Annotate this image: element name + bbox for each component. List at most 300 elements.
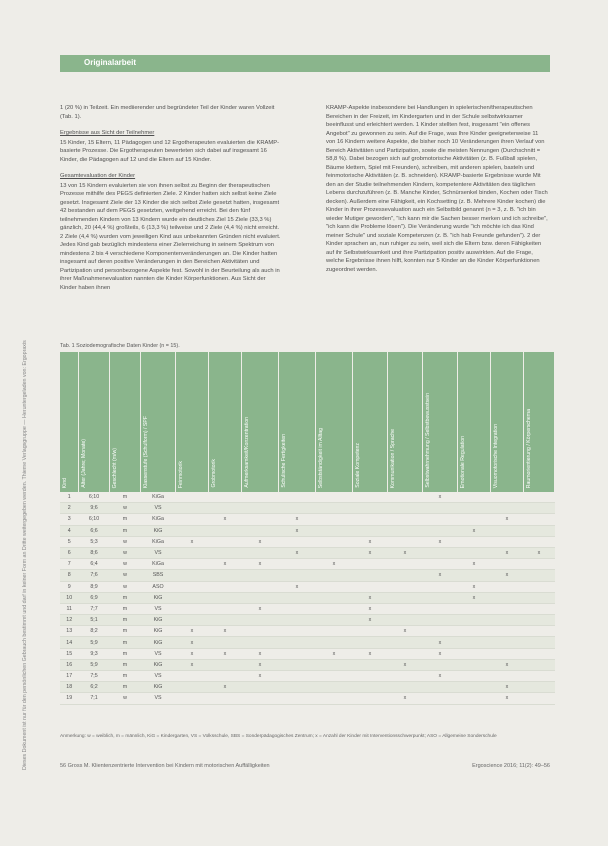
table-cell (176, 547, 209, 558)
table-cell (279, 592, 316, 603)
table-cell (316, 626, 353, 637)
table-cell (316, 536, 353, 547)
table-cell: 8;6 (79, 547, 110, 558)
table-cell (242, 547, 279, 558)
table-cell: VS (141, 693, 176, 704)
table-cell (316, 682, 353, 693)
table-cell: x (491, 570, 524, 581)
table-cell (524, 615, 555, 626)
table-cell (353, 525, 388, 536)
table-cell (458, 603, 491, 614)
table-cell: VS (141, 503, 176, 514)
table-cell (423, 693, 458, 704)
table-cell (279, 626, 316, 637)
table-cell: 9 (60, 581, 79, 592)
table-cell (423, 682, 458, 693)
table-cell (242, 682, 279, 693)
table-header-cell: Visuomotorische Integration (491, 352, 524, 492)
table-cell (388, 603, 423, 614)
table-header-cell: Soziale Kompetenz (353, 352, 388, 492)
table-cell (353, 637, 388, 648)
table-cell: x (242, 671, 279, 682)
table-cell (316, 503, 353, 514)
table-cell: x (458, 581, 491, 592)
table-cell: 9;3 (79, 648, 110, 659)
table-cell (353, 514, 388, 525)
table-cell (316, 603, 353, 614)
table-cell (524, 570, 555, 581)
table-cell: 11 (60, 603, 79, 614)
table-cell: KiGa (141, 536, 176, 547)
table-cell: m (110, 637, 141, 648)
table-cell (316, 693, 353, 704)
table-cell (209, 492, 242, 503)
table-cell: x (176, 626, 209, 637)
table-cell: 6 (60, 547, 79, 558)
table-cell: m (110, 659, 141, 670)
table-cell: 17 (60, 671, 79, 682)
table-cell (458, 536, 491, 547)
table-cell (458, 648, 491, 659)
table-cell (316, 659, 353, 670)
table-cell (524, 659, 555, 670)
table-cell (423, 615, 458, 626)
table-row (60, 536, 555, 547)
table-cell (423, 581, 458, 592)
table-cell: KiG (141, 637, 176, 648)
table-cell (423, 603, 458, 614)
table-cell (242, 637, 279, 648)
table-header-cell: Schulische Fertigkeiten (279, 352, 316, 492)
table-cell (458, 637, 491, 648)
table-cell: KiG (141, 525, 176, 536)
table-cell: x (524, 547, 555, 558)
table-cell (388, 648, 423, 659)
table-row (60, 559, 555, 570)
table-footnote: Anmerkung: w = weiblich, m = männlich, KiG = Kindergarten, VS = Volksschule, SBS = Sonderpädagogisches Zentrum; x = Anzahl der Kinder mit Interventionsschwerpunkt; ASO = Allgemeine Sonderschule (60, 734, 497, 739)
table-cell (388, 559, 423, 570)
table-cell (524, 581, 555, 592)
table-header-cell: Kommunikation / Sprache (388, 352, 423, 492)
table-header-cell: Feinmotorik (176, 352, 209, 492)
table-cell (209, 671, 242, 682)
footer-citation: 56 Gross M. Klientenzentrierte Intervention bei Kindern mit motorischen Auffälligkeiten (60, 763, 270, 769)
table-cell (209, 615, 242, 626)
table-cell: VS (141, 671, 176, 682)
table-cell (353, 693, 388, 704)
table-cell (279, 570, 316, 581)
table-cell (279, 693, 316, 704)
table-cell (176, 592, 209, 603)
table-cell (388, 615, 423, 626)
table-cell: 5;9 (79, 659, 110, 670)
table-cell: m (110, 671, 141, 682)
table-cell (353, 671, 388, 682)
table-cell (388, 503, 423, 514)
table-cell: x (316, 648, 353, 659)
table-row (60, 648, 555, 659)
table-cell (524, 603, 555, 614)
subheading: Ergebnisse aus Sicht der Teilnehmer (60, 130, 155, 136)
table-cell (316, 492, 353, 503)
table-cell (209, 547, 242, 558)
table-cell: 7;5 (79, 671, 110, 682)
table-cell (423, 514, 458, 525)
table-cell (353, 570, 388, 581)
table-cell: 5;9 (79, 637, 110, 648)
table-cell: x (176, 536, 209, 547)
table-cell (524, 671, 555, 682)
table-cell: x (458, 559, 491, 570)
table-cell: 12 (60, 615, 79, 626)
table-header-cell: Alter (Jahre; Monate) (79, 352, 110, 492)
table-cell (423, 592, 458, 603)
table-cell (209, 581, 242, 592)
table-cell (209, 592, 242, 603)
table-cell: 6;10 (79, 492, 110, 503)
table-cell: x (423, 492, 458, 503)
table-cell (491, 492, 524, 503)
table-cell (524, 492, 555, 503)
table-cell: 3 (60, 514, 79, 525)
table-cell: KiGa (141, 559, 176, 570)
table-cell (316, 570, 353, 581)
table-row (60, 570, 555, 581)
table-cell: 19 (60, 693, 79, 704)
table-cell (353, 682, 388, 693)
table-cell: x (209, 626, 242, 637)
table-cell (176, 682, 209, 693)
table-cell (491, 592, 524, 603)
table-header-cell: Emotionale Regulation (458, 352, 491, 492)
table-cell: x (353, 615, 388, 626)
table-cell (316, 671, 353, 682)
table-cell: x (458, 525, 491, 536)
table-cell (176, 693, 209, 704)
table-cell (279, 615, 316, 626)
table-cell (176, 503, 209, 514)
table-cell: x (242, 559, 279, 570)
table-cell: x (491, 514, 524, 525)
table-cell (388, 682, 423, 693)
table-cell (458, 547, 491, 558)
table-cell (388, 536, 423, 547)
table-cell (458, 682, 491, 693)
table-header-row (60, 352, 555, 492)
table-cell (279, 603, 316, 614)
table-cell: KiG (141, 659, 176, 670)
table-cell (316, 581, 353, 592)
table-cell: KiG (141, 615, 176, 626)
paragraph: Ergebnisse aus Sicht der Teilnehmer 15 Kinder, 15 Eltern, 11 Pädagogen und 12 Ergotherapeuten evaluierten die KRAMP-basierte Prozesse. Die Ergotherapeuten bewerteten sich dabei auf insgesamt 16 Kinder, die Pädagogen auf 12 und die Eltern auf 15 Kinder. (60, 129, 282, 164)
table-cell: x (491, 547, 524, 558)
table-cell: 6;9 (79, 592, 110, 603)
table-cell: VS (141, 547, 176, 558)
table-row (60, 525, 555, 536)
paragraph: Gesamtevaluation der Kinder 13 von 15 Kindern evaluierten sie von ihnen selbst zu Beginn der therapeutischen Prozesse mithilfe des PEGS definierten Ziele. 2 Kinder hatten sich selbst keine Ziele gesetzt. Insgesamt Ziele der 13 Kinder die sich selbst Ziele gesetzt hatten, insgesamt 42 bestanden auf dem PEGS gesetzten, weitgehend erreicht. Bei den fünf teilnehmenden Kindern von 13 Kindern wurde ein deutliches Ziel 15 Ziele (33,3 %) gänzlich, 20 (44,4 %) großteils, 6 (13,3 %) teilweise und 2 Ziele (4,4 %) nicht erreicht. 2 Ziele (4,4 %) wurden vom jeweiligen Kind aus unbekannten Gründen nicht evaluiert. Jedes Kind gab bezüglich mindestens einer Zielerreichung in seinem Spektrum von mindestens 2 bis 4 verschiedene Komponentenveränderungen an. Die Kinder hatten insgesamt auf deren positive Veränderungen in den Bereichen Aktivitäten und Partizipation und personbezogene Aspekte fest. Sowohl in der Beurteilung als auch in ihrer Maßnahmenevaluation nannten die Kinder Körperfunktionen. Aus Sicht der Kinder haben ihnen (60, 173, 281, 291)
table-cell: x (423, 648, 458, 659)
table-cell: x (279, 581, 316, 592)
table-cell: 5;1 (79, 615, 110, 626)
table-cell (491, 637, 524, 648)
table-cell: x (242, 648, 279, 659)
table-cell (491, 525, 524, 536)
table-cell: 7;1 (79, 693, 110, 704)
table-cell: ASO (141, 581, 176, 592)
table-cell (491, 626, 524, 637)
table-cell (316, 592, 353, 603)
table-cell: x (458, 592, 491, 603)
table-cell: 7;6 (79, 570, 110, 581)
table-cell (176, 671, 209, 682)
table-cell (279, 682, 316, 693)
table-cell: x (242, 536, 279, 547)
table-cell (423, 626, 458, 637)
table-cell (524, 626, 555, 637)
table-cell: 14 (60, 637, 79, 648)
table-cell (316, 514, 353, 525)
table-cell (209, 503, 242, 514)
table-cell: x (491, 659, 524, 670)
table-cell: x (242, 659, 279, 670)
table-cell (353, 659, 388, 670)
table-cell: 18 (60, 682, 79, 693)
table-cell: 4 (60, 525, 79, 536)
table-cell: x (176, 637, 209, 648)
table-cell: 5 (60, 536, 79, 547)
table-cell (279, 659, 316, 670)
table-cell (242, 503, 279, 514)
table-cell: 6;2 (79, 682, 110, 693)
table-header-cell: Selbstwahrnehmung / Selbstbewusstsein (423, 352, 458, 492)
table-cell: x (353, 592, 388, 603)
table-cell (209, 536, 242, 547)
table-cell (458, 671, 491, 682)
table-cell (458, 659, 491, 670)
table-cell: x (209, 682, 242, 693)
section-header-bar (60, 55, 550, 72)
table-cell (491, 503, 524, 514)
table-row (60, 547, 555, 558)
table-row (60, 492, 555, 503)
table-cell (388, 514, 423, 525)
table-cell: 6;10 (79, 514, 110, 525)
table-cell: x (423, 671, 458, 682)
table-cell (242, 525, 279, 536)
table-cell (279, 559, 316, 570)
table-cell (242, 615, 279, 626)
table-cell: VS (141, 648, 176, 659)
table-cell (316, 525, 353, 536)
table-cell (353, 581, 388, 592)
table-cell: x (353, 536, 388, 547)
table-cell (423, 525, 458, 536)
table-cell: x (491, 693, 524, 704)
table-cell: 6;6 (79, 525, 110, 536)
table-cell (458, 570, 491, 581)
table-row (60, 503, 555, 514)
paragraph: 1 (20 %) in Teilzeit. Ein mediierender und begründeter Teil der Kinder waren Vollzeit (Tab. 1). (60, 105, 275, 120)
table-row (60, 592, 555, 603)
table-cell: x (242, 603, 279, 614)
table-cell (491, 671, 524, 682)
table-header-cell: Selbstständigkeit im Alltag (316, 352, 353, 492)
table-cell: x (209, 648, 242, 659)
table-cell (176, 559, 209, 570)
table-row (60, 693, 555, 704)
table-cell (176, 603, 209, 614)
table-cell (423, 503, 458, 514)
table-cell: x (316, 559, 353, 570)
table-cell (524, 693, 555, 704)
table-cell: x (388, 626, 423, 637)
table-cell (209, 525, 242, 536)
table-cell: m (110, 615, 141, 626)
side-margin-text: Dieses Dokument ist nur für den persönlichen Gebrauch bestimmt und darf in keiner Form an Dritte weitergegeben werden. Thieme Verlagsgruppe — Heruntergeladen von: Ergopraxis (22, 340, 28, 770)
table-cell: 8;2 (79, 626, 110, 637)
table-cell (388, 492, 423, 503)
table-row (60, 671, 555, 682)
table-cell: x (388, 693, 423, 704)
table-cell: 9;6 (79, 503, 110, 514)
table-cell: KiGa (141, 492, 176, 503)
table-caption: Tab. 1 Soziodemografische Daten Kinder (n = 15). (60, 343, 180, 349)
table-cell: x (209, 559, 242, 570)
table-cell (176, 514, 209, 525)
table-cell (524, 525, 555, 536)
table-cell: x (388, 547, 423, 558)
table-header-cell: Aufmerksamkeit/Konzentration (242, 352, 279, 492)
table-cell (316, 615, 353, 626)
side-margin-note (22, 80, 32, 770)
table-cell (491, 603, 524, 614)
table-cell: 8 (60, 570, 79, 581)
table-cell (491, 536, 524, 547)
table-cell (242, 581, 279, 592)
table-cell (209, 693, 242, 704)
table-cell: KiG (141, 626, 176, 637)
table-row (60, 581, 555, 592)
table-cell: KiGa (141, 514, 176, 525)
table-cell (388, 637, 423, 648)
table-cell (491, 581, 524, 592)
table-cell: x (423, 570, 458, 581)
table-cell (524, 682, 555, 693)
table-cell (242, 570, 279, 581)
table-cell (423, 559, 458, 570)
table-cell (491, 615, 524, 626)
table-cell (388, 581, 423, 592)
table-cell (316, 637, 353, 648)
table-cell: x (423, 637, 458, 648)
table-cell: w (110, 536, 141, 547)
table-cell (242, 693, 279, 704)
table-cell: 10 (60, 592, 79, 603)
table-cell (353, 503, 388, 514)
table-cell: m (110, 514, 141, 525)
subheading: Gesamtevaluation der Kinder (60, 173, 136, 179)
table-cell (279, 637, 316, 648)
table-cell (316, 547, 353, 558)
table-cell (353, 559, 388, 570)
table-row (60, 626, 555, 637)
table-cell: w (110, 570, 141, 581)
table-cell: m (110, 603, 141, 614)
table-row (60, 603, 555, 614)
table-cell: x (209, 514, 242, 525)
table-cell (458, 615, 491, 626)
table-cell: w (110, 693, 141, 704)
table-cell (491, 648, 524, 659)
table-cell: m (110, 682, 141, 693)
table-cell: m (110, 648, 141, 659)
table-cell (388, 525, 423, 536)
table-cell (209, 659, 242, 670)
table-cell (242, 592, 279, 603)
table-cell: 7 (60, 559, 79, 570)
table-cell: KiG (141, 682, 176, 693)
table-cell (279, 492, 316, 503)
table-cell: m (110, 626, 141, 637)
table-cell: SBS (141, 570, 176, 581)
table-cell (209, 603, 242, 614)
table-cell: x (176, 648, 209, 659)
table-cell: 16 (60, 659, 79, 670)
table-cell (524, 559, 555, 570)
sociodemographic-table (60, 352, 555, 705)
table-header-cell: Geschlecht (m/w) (110, 352, 141, 492)
table-cell: 1 (60, 492, 79, 503)
table-cell: 13 (60, 626, 79, 637)
table-cell: m (110, 525, 141, 536)
table-cell (279, 648, 316, 659)
table-cell (242, 492, 279, 503)
table-header-cell: Raumorientierung / Körperschema (524, 352, 555, 492)
table-cell (279, 503, 316, 514)
table-cell: w (110, 503, 141, 514)
table-cell: VS (141, 603, 176, 614)
table-cell (242, 514, 279, 525)
table-cell (176, 615, 209, 626)
table-cell (388, 671, 423, 682)
table-cell (524, 592, 555, 603)
table-cell (524, 648, 555, 659)
table-cell (176, 570, 209, 581)
table-cell: m (110, 492, 141, 503)
table-header-cell: Grobmotorik (209, 352, 242, 492)
table-cell (209, 637, 242, 648)
table-cell (388, 570, 423, 581)
page-footer (60, 763, 550, 769)
table-cell: x (279, 547, 316, 558)
table-cell: w (110, 559, 141, 570)
table-cell (176, 525, 209, 536)
table-cell (524, 514, 555, 525)
table-cell (388, 592, 423, 603)
table-cell (458, 514, 491, 525)
table-cell (458, 503, 491, 514)
table-cell: x (353, 547, 388, 558)
table-cell (524, 536, 555, 547)
table-cell: x (423, 536, 458, 547)
table-cell (423, 547, 458, 558)
table-row (60, 514, 555, 525)
table-cell: w (110, 547, 141, 558)
table-cell (353, 626, 388, 637)
table-cell: w (110, 581, 141, 592)
table-cell: x (491, 682, 524, 693)
table-row (60, 615, 555, 626)
